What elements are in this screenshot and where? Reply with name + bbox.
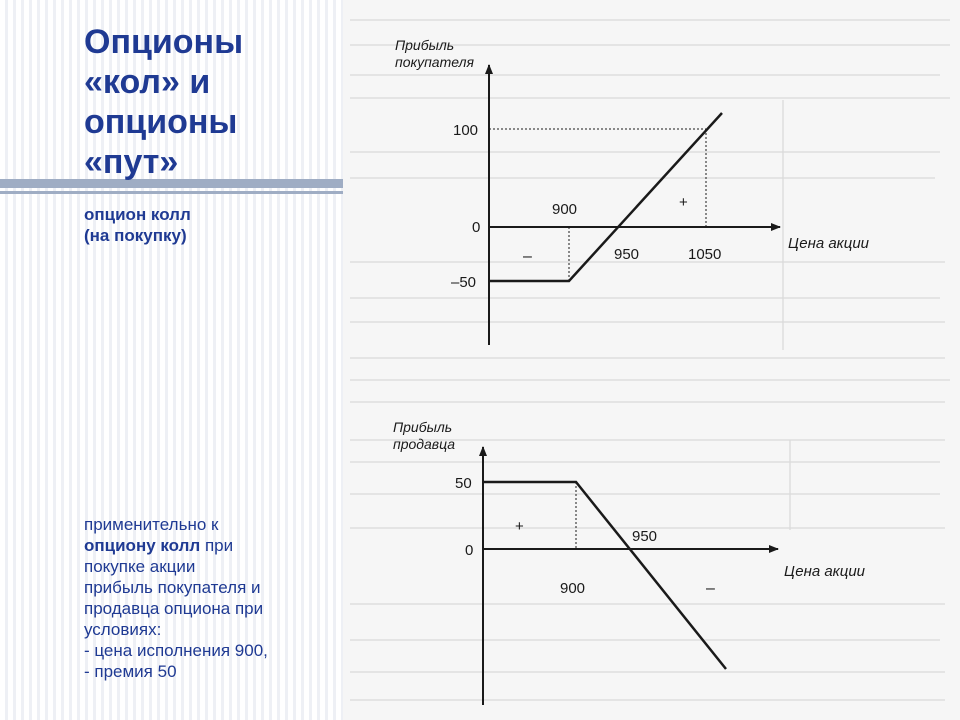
description-line: - премия 50	[84, 662, 177, 681]
subtitle-line: опцион колл	[84, 205, 191, 224]
buyer-sign-minus: –	[523, 248, 532, 265]
buyer-chart	[395, 37, 870, 345]
buyer-y-tick-0: 0	[472, 219, 481, 236]
buyer-label-950: 950	[614, 246, 640, 263]
scanned-figure	[343, 0, 960, 720]
buyer-y-title-2: покупателя	[395, 54, 474, 70]
title-line: Опционы	[84, 23, 244, 61]
buyer-label-1050: 1050	[688, 246, 722, 263]
description-line: продавца опциона при	[84, 599, 264, 618]
description-line: применительно к	[84, 515, 219, 534]
scan-noise	[350, 20, 950, 700]
title-line: опционы	[84, 103, 238, 141]
accent-bar-thin	[0, 191, 343, 194]
description-line: прибыль покупателя и	[84, 578, 261, 597]
seller-sign-plus: +	[515, 518, 524, 535]
seller-label-950: 950	[632, 528, 658, 545]
seller-label-900: 900	[560, 580, 586, 597]
buyer-x-title: Цена акции	[788, 235, 870, 252]
subtitle-line: (на покупку)	[84, 226, 187, 245]
description-text: при	[200, 536, 234, 555]
description-line	[84, 535, 334, 556]
payoff-diagrams	[343, 0, 960, 720]
description-line: покупке акции	[84, 557, 196, 576]
buyer-label-900: 900	[552, 201, 578, 218]
seller-payoff-line	[483, 482, 726, 669]
seller-y-tick-50: 50	[455, 475, 472, 492]
buyer-y-title-1: Прибыль	[395, 37, 455, 53]
seller-y-title-2: продавца	[393, 436, 456, 452]
description-line: - цена исполнения 900,	[84, 641, 268, 660]
title-line: «пут»	[84, 143, 179, 181]
description-line: условиях:	[84, 620, 162, 639]
title-line: «кол» и	[84, 63, 211, 101]
buyer-y-tick-100: 100	[453, 122, 479, 139]
slide-title	[84, 22, 334, 182]
slide-subtitle	[84, 204, 334, 246]
seller-y-tick-0: 0	[465, 542, 474, 559]
description-bold: опциону колл	[84, 536, 201, 555]
buyer-sign-plus: +	[679, 194, 688, 211]
seller-x-title: Цена акции	[784, 563, 866, 580]
seller-sign-minus: –	[706, 580, 715, 597]
seller-y-title-1: Прибыль	[393, 419, 453, 435]
slide-description	[84, 514, 334, 682]
buyer-y-tick-neg50: –50	[451, 274, 477, 291]
